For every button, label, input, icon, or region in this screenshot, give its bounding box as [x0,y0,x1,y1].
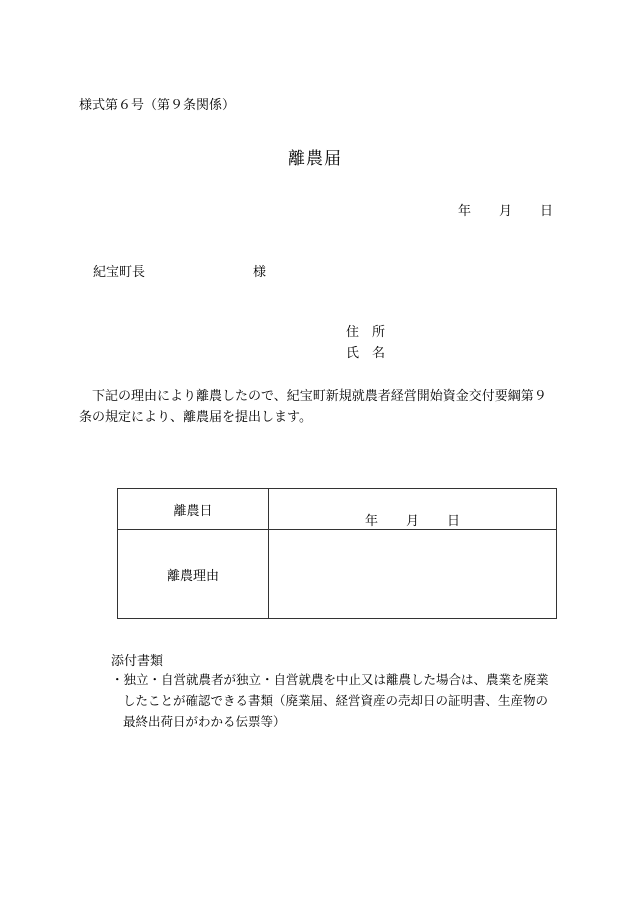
form-number: 様式第６号（第９条関係） [79,98,236,113]
date-month-label: 月 [499,204,513,219]
attachments-heading: 添付書類 [111,654,164,669]
date-day-label: 日 [540,204,554,219]
applicant-name-label: 氏 名 [346,346,386,361]
withdrawal-reason-label: 離農理由 [118,530,269,619]
table-date-day: 日 [447,514,461,529]
submission-date [458,200,553,219]
table-row [118,530,557,619]
addressee-honorific: 様 [253,265,267,280]
table-date-month: 月 [405,514,419,529]
withdrawal-reason-field[interactable] [269,530,557,619]
document-title: 離農届 [288,149,342,169]
applicant-address-label: 住 所 [346,325,386,340]
table-date-year: 年 [364,514,378,529]
withdrawal-date-label: 離農日 [118,489,269,530]
date-year-label: 年 [458,204,472,219]
body-text: 下記の理由により離農したので、紀宝町新規就農者経営開始資金交付要綱第９条の規定により、離農届を提出します。 [79,389,547,425]
withdrawal-date-field[interactable] [269,489,557,530]
addressee-name: 紀宝町長 [93,265,146,280]
table-row [118,489,557,530]
attachment-item: ・独立・自営就農者が独立・自営就農を中止又は離農した場合は、農業を廃業したことが確認できる書類（廃業届、経営資産の売却日の証明書、生産物の最終出荷日がわかる伝票等） [111,672,549,729]
withdrawal-table [117,488,557,619]
